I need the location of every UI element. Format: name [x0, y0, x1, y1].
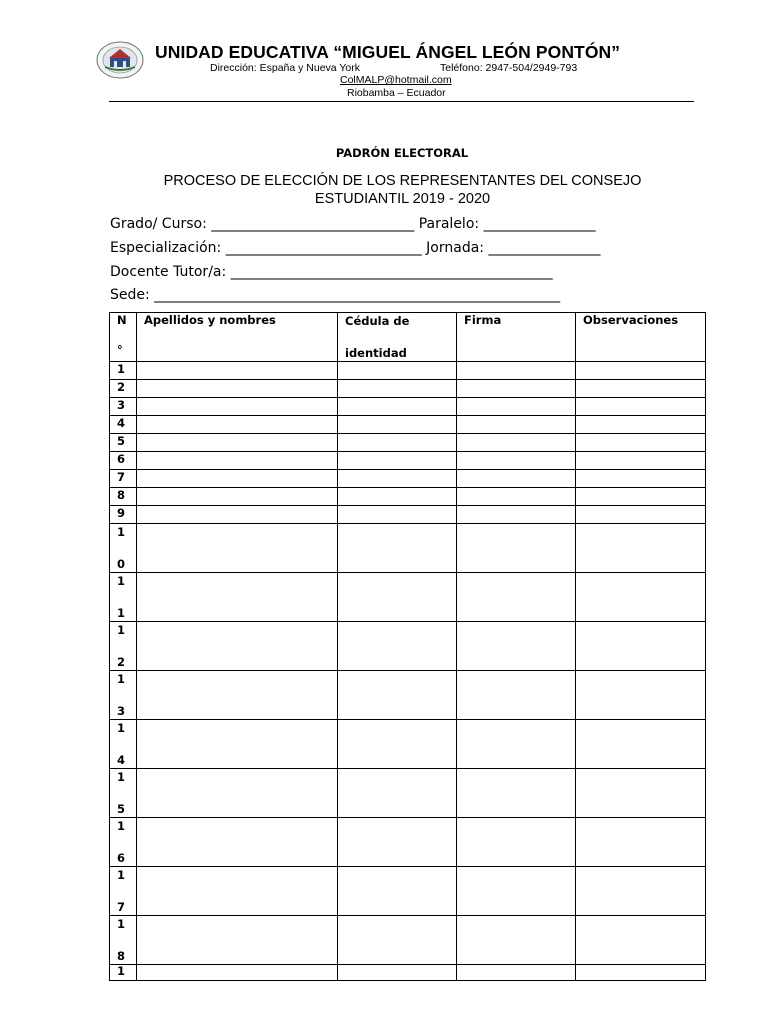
cedula-cell[interactable] — [338, 818, 457, 867]
cedula-cell[interactable] — [338, 524, 457, 573]
row-number: 3 — [110, 398, 137, 416]
apellidos-cell[interactable] — [137, 506, 338, 524]
city: Riobamba – Ecuador — [347, 87, 446, 99]
row-number — [110, 622, 137, 671]
cedula-cell[interactable] — [338, 362, 457, 380]
table-row — [110, 573, 706, 622]
observaciones-cell[interactable] — [576, 769, 706, 818]
row-number: 9 — [110, 506, 137, 524]
observaciones-cell[interactable] — [576, 398, 706, 416]
especializacion-jornada-line — [110, 240, 600, 256]
padron-table — [109, 312, 706, 981]
apellidos-cell[interactable] — [137, 470, 338, 488]
observaciones-cell[interactable] — [576, 524, 706, 573]
firma-cell[interactable] — [457, 362, 576, 380]
row-number — [110, 524, 137, 573]
cedula-cell[interactable] — [338, 470, 457, 488]
table-row — [110, 867, 706, 916]
apellidos-cell[interactable] — [137, 818, 338, 867]
observaciones-cell[interactable] — [576, 916, 706, 965]
row-number-digit-b: 8 — [117, 949, 126, 963]
row-number: 6 — [110, 452, 137, 470]
apellidos-cell[interactable] — [137, 380, 338, 398]
table-row — [110, 965, 706, 981]
row-number-digit-a: 1 — [117, 623, 126, 637]
table-header-row — [110, 313, 706, 362]
firma-cell[interactable] — [457, 671, 576, 720]
sede-line — [110, 287, 560, 303]
table-row — [110, 524, 706, 573]
email-link[interactable]: ColMALP@hotmail.com — [340, 74, 452, 86]
sede-blank: __________________________________________________________ — [154, 287, 561, 303]
row-number-digit-a: 1 — [117, 672, 126, 686]
firma-cell[interactable] — [457, 524, 576, 573]
observaciones-cell[interactable] — [576, 867, 706, 916]
document-title: PADRÓN ELECTORAL — [335, 146, 469, 160]
grado-label: Grado/ Curso: — [110, 216, 207, 232]
cedula-cell[interactable] — [338, 434, 457, 452]
apellidos-cell[interactable] — [137, 488, 338, 506]
table-row — [110, 470, 706, 488]
firma-cell[interactable] — [457, 398, 576, 416]
table-row — [110, 488, 706, 506]
row-number: 1 — [110, 965, 137, 981]
firma-cell[interactable] — [457, 416, 576, 434]
observaciones-cell[interactable] — [576, 416, 706, 434]
firma-cell[interactable] — [457, 965, 576, 981]
firma-cell[interactable] — [457, 769, 576, 818]
table-row — [110, 398, 706, 416]
header-apellidos: Apellidos y nombres — [137, 313, 338, 362]
apellidos-cell[interactable] — [137, 965, 338, 981]
row-number-digit-b: 0 — [117, 557, 126, 571]
especializacion-blank: ____________________________ — [225, 240, 422, 256]
table-row — [110, 434, 706, 452]
process-title-line1: PROCESO DE ELECCIÓN DE LOS REPRESENTANTES DEL CONSEJO — [163, 173, 642, 189]
process-title-line2: ESTUDIANTIL 2019 - 2020 — [314, 191, 491, 207]
jornada-blank: ________________ — [488, 240, 601, 256]
row-number-digit-b: 6 — [117, 851, 126, 865]
row-number-digit-b: 4 — [117, 753, 126, 767]
row-number-digit-b: 1 — [117, 606, 126, 620]
school-crest-icon — [95, 40, 145, 80]
firma-cell[interactable] — [457, 573, 576, 622]
cedula-cell[interactable] — [338, 622, 457, 671]
row-number-digit-b: 3 — [117, 704, 126, 718]
docente-label: Docente Tutor/a: — [110, 264, 227, 280]
table-row — [110, 506, 706, 524]
table-row — [110, 380, 706, 398]
observaciones-cell[interactable] — [576, 671, 706, 720]
observaciones-cell[interactable] — [576, 622, 706, 671]
apellidos-cell[interactable] — [137, 524, 338, 573]
observaciones-cell[interactable] — [576, 380, 706, 398]
observaciones-cell[interactable] — [576, 362, 706, 380]
row-number-digit-b: 7 — [117, 900, 126, 914]
row-number: 8 — [110, 488, 137, 506]
row-number: 2 — [110, 380, 137, 398]
row-number: 4 — [110, 416, 137, 434]
cedula-cell[interactable] — [338, 965, 457, 981]
header-cedula — [338, 313, 457, 362]
observaciones-cell[interactable] — [576, 434, 706, 452]
apellidos-cell[interactable] — [137, 434, 338, 452]
firma-cell[interactable] — [457, 434, 576, 452]
cedula-cell[interactable] — [338, 488, 457, 506]
header-firma: Firma — [457, 313, 576, 362]
apellidos-cell[interactable] — [137, 769, 338, 818]
row-number — [110, 867, 137, 916]
cedula-cell[interactable] — [338, 573, 457, 622]
especializacion-label: Especialización: — [110, 240, 222, 256]
apellidos-cell[interactable] — [137, 452, 338, 470]
apellidos-cell[interactable] — [137, 622, 338, 671]
header-number-b: ° — [117, 343, 123, 357]
header-number-a: N — [117, 313, 127, 327]
table-row — [110, 622, 706, 671]
firma-cell[interactable] — [457, 470, 576, 488]
process-title — [130, 172, 675, 208]
observaciones-cell[interactable] — [576, 470, 706, 488]
row-number — [110, 573, 137, 622]
row-number: 5 — [110, 434, 137, 452]
apellidos-cell[interactable] — [137, 720, 338, 769]
docente-line — [110, 264, 553, 280]
firma-cell[interactable] — [457, 622, 576, 671]
firma-cell[interactable] — [457, 380, 576, 398]
row-number-digit-a: 1 — [117, 819, 126, 833]
paralelo-label: Paralelo: — [418, 216, 480, 232]
row-number — [110, 671, 137, 720]
address: Dirección: España y Nueva York — [210, 62, 360, 74]
header-cedula-b: identidad — [345, 346, 407, 360]
school-name: UNIDAD EDUCATIVA “MIGUEL ÁNGEL LEÓN PONTÓN” — [155, 42, 621, 62]
cedula-cell[interactable] — [338, 506, 457, 524]
row-number-digit-a: 1 — [117, 868, 126, 882]
row-number-digit-b: 2 — [117, 655, 126, 669]
observaciones-cell[interactable] — [576, 573, 706, 622]
table-row — [110, 671, 706, 720]
firma-cell[interactable] — [457, 916, 576, 965]
row-number-digit-a: 1 — [117, 770, 126, 784]
grado-paralelo-line — [110, 216, 596, 232]
table-row — [110, 452, 706, 470]
table-row — [110, 916, 706, 965]
jornada-label: Jornada: — [426, 240, 485, 256]
apellidos-cell[interactable] — [137, 867, 338, 916]
row-number: 1 — [110, 362, 137, 380]
cedula-cell[interactable] — [338, 416, 457, 434]
paralelo-blank: ________________ — [483, 216, 596, 232]
observaciones-cell[interactable] — [576, 452, 706, 470]
firma-cell[interactable] — [457, 720, 576, 769]
firma-cell[interactable] — [457, 488, 576, 506]
cedula-cell[interactable] — [338, 671, 457, 720]
row-number: 7 — [110, 470, 137, 488]
observaciones-cell[interactable] — [576, 965, 706, 981]
apellidos-cell[interactable] — [137, 362, 338, 380]
row-number — [110, 916, 137, 965]
observaciones-cell[interactable] — [576, 488, 706, 506]
observaciones-cell[interactable] — [576, 506, 706, 524]
header-number — [110, 313, 137, 362]
cedula-cell[interactable] — [338, 867, 457, 916]
table-row — [110, 362, 706, 380]
cedula-cell[interactable] — [338, 916, 457, 965]
row-number-digit-a: 1 — [117, 525, 126, 539]
row-number-digit-b: 5 — [117, 802, 126, 816]
observaciones-cell[interactable] — [576, 818, 706, 867]
firma-cell[interactable] — [457, 452, 576, 470]
firma-cell[interactable] — [457, 867, 576, 916]
row-number — [110, 818, 137, 867]
table-row — [110, 720, 706, 769]
apellidos-cell[interactable] — [137, 916, 338, 965]
row-number — [110, 769, 137, 818]
row-number — [110, 720, 137, 769]
apellidos-cell[interactable] — [137, 398, 338, 416]
firma-cell[interactable] — [457, 818, 576, 867]
apellidos-cell[interactable] — [137, 416, 338, 434]
row-number-digit-a: 1 — [117, 917, 126, 931]
cedula-cell[interactable] — [338, 398, 457, 416]
address-line — [210, 62, 630, 74]
row-number-digit-a: 1 — [117, 574, 126, 588]
observaciones-cell[interactable] — [576, 720, 706, 769]
firma-cell[interactable] — [457, 506, 576, 524]
header-divider — [109, 101, 694, 102]
cedula-cell[interactable] — [338, 769, 457, 818]
cedula-cell[interactable] — [338, 452, 457, 470]
table-row — [110, 769, 706, 818]
apellidos-cell[interactable] — [137, 573, 338, 622]
docente-blank: ______________________________________________ — [230, 264, 553, 280]
table-row — [110, 416, 706, 434]
sede-label: Sede: — [110, 287, 150, 303]
header-cedula-a: Cédula de — [345, 314, 410, 328]
phone: Teléfono: 2947-504/2949-793 — [440, 62, 578, 74]
row-number-digit-a: 1 — [117, 721, 126, 735]
apellidos-cell[interactable] — [137, 671, 338, 720]
table-row — [110, 818, 706, 867]
cedula-cell[interactable] — [338, 380, 457, 398]
grado-blank: _____________________________ — [211, 216, 415, 232]
header-observaciones: Observaciones — [576, 313, 706, 362]
cedula-cell[interactable] — [338, 720, 457, 769]
